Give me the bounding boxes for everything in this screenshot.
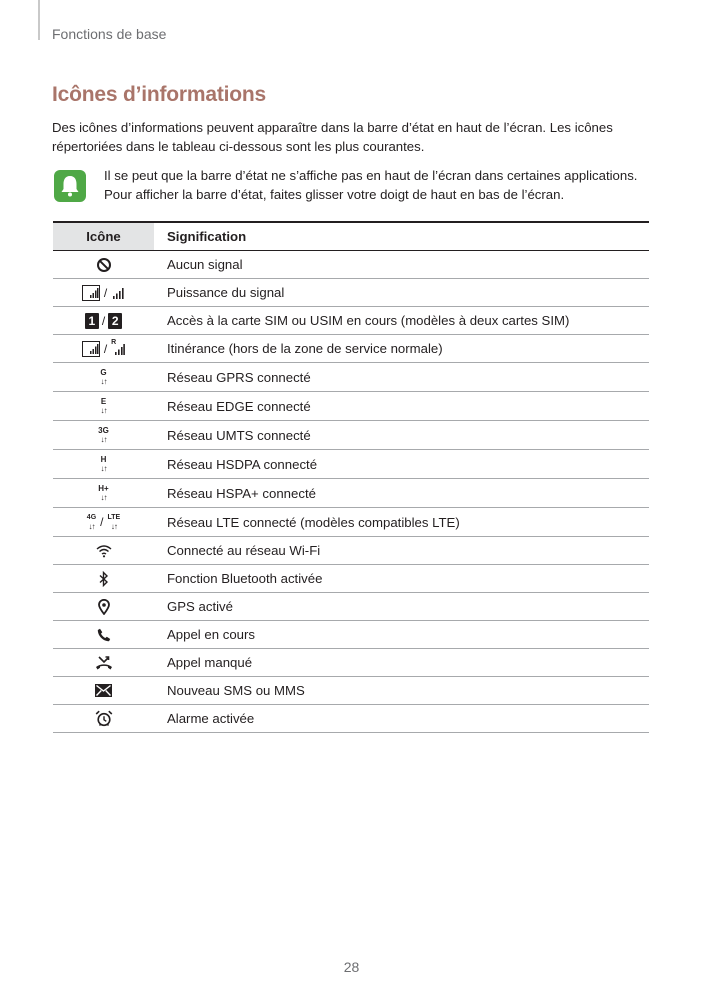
network-letter: 3G [98, 426, 109, 435]
table-row [53, 705, 649, 733]
table-row [53, 593, 649, 621]
icon-separator: / [101, 313, 106, 328]
table-row [53, 279, 649, 307]
table-row [53, 479, 649, 508]
table-row [53, 649, 649, 677]
row-meaning: Réseau LTE connecté (modèles compatibles LTE) [167, 514, 460, 530]
data-arrows-icon: ↓↑ [100, 435, 107, 444]
alarm-icon [53, 705, 154, 732]
data-arrows-icon: ↓↑ [100, 493, 107, 502]
edge-icon [53, 392, 154, 420]
table-row [53, 335, 649, 363]
row-meaning: Aucun signal [167, 257, 243, 272]
table-row [53, 251, 649, 279]
chapter-title: Fonctions de base [52, 26, 167, 42]
roaming-signal-icon [111, 338, 125, 357]
page-edge-rule [38, 0, 40, 40]
network-letter: G [100, 368, 107, 377]
row-meaning: Appel manqué [167, 655, 253, 670]
gprs-icon [53, 363, 154, 391]
icon-separator: / [103, 285, 108, 300]
intro-paragraph: Des icônes d’informations peuvent apparaître dans la barre d’état en haut de l’écran. Les icônes répertoriées dans le tableau ci-dessous sont les plus courantes. [52, 120, 613, 154]
network-letter: E [100, 397, 107, 406]
table-row [53, 363, 649, 392]
bluetooth-icon [53, 565, 154, 592]
roaming-icon [53, 335, 154, 362]
icon-separator: / [100, 515, 104, 529]
row-meaning: Nouveau SMS ou MMS [167, 683, 305, 698]
sim-card-icon [53, 307, 154, 334]
row-meaning: Itinérance (hors de la zone de service normale) [167, 341, 443, 356]
data-arrows-icon: ↓↑ [100, 406, 107, 415]
note-paragraph: Il se peut que la barre d’état ne s’affiche pas en haut de l’écran dans certaines applications. Pour afficher la barre d’état, faites glisser votre doigt de haut en bas de l’écran. [104, 168, 638, 202]
row-meaning: Accès à la carte SIM ou USIM en cours (modèles à deux cartes SIM) [167, 313, 570, 328]
row-meaning: Alarme activée [167, 711, 255, 726]
call-icon [53, 621, 154, 648]
hspa-plus-icon [53, 479, 154, 507]
row-meaning: GPS activé [167, 599, 233, 614]
lte-icon [53, 508, 154, 536]
table-row [53, 537, 649, 565]
header-meaning-column: Signification [167, 229, 247, 244]
hsdpa-icon [53, 450, 154, 478]
roaming-label: R [111, 338, 117, 346]
note-bell-icon [54, 170, 86, 202]
network-letter: H+ [98, 484, 109, 493]
table-row [53, 677, 649, 705]
table-row [53, 307, 649, 335]
sim-2-icon: 2 [108, 313, 122, 329]
row-meaning: Fonction Bluetooth activée [167, 571, 323, 586]
wifi-icon [53, 537, 154, 564]
table-row [53, 450, 649, 479]
missed-call-icon [53, 649, 154, 676]
table-row [53, 421, 649, 450]
table-row [53, 392, 649, 421]
row-meaning: Réseau UMTS connecté [167, 427, 311, 443]
data-arrows-icon: ↓↑ [88, 522, 95, 531]
table-row [53, 621, 649, 649]
sim-1-icon: 1 [85, 313, 99, 329]
signal-strength-icon [53, 279, 154, 306]
row-meaning: Réseau HSPA+ connecté [167, 485, 316, 501]
network-letter: 4G [86, 514, 97, 521]
row-meaning: Réseau HSDPA connecté [167, 456, 318, 472]
data-arrows-icon: ↓↑ [100, 377, 107, 386]
table-header [53, 221, 649, 251]
umts-icon [53, 421, 154, 449]
message-icon [53, 677, 154, 704]
data-arrows-icon: ↓↑ [100, 464, 107, 473]
row-meaning: Puissance du signal [167, 285, 285, 300]
row-meaning: Connecté au réseau Wi-Fi [167, 543, 321, 558]
header-icon-column: Icône [53, 223, 154, 250]
gps-icon [53, 593, 154, 620]
icon-table [53, 221, 649, 733]
table-row [53, 508, 649, 537]
row-meaning: Réseau GPRS connecté [167, 369, 311, 385]
network-letter: LTE [107, 514, 121, 521]
row-meaning: Appel en cours [167, 627, 255, 642]
row-meaning: Réseau EDGE connecté [167, 398, 311, 414]
icon-separator: / [103, 341, 108, 356]
no-signal-icon [53, 251, 154, 278]
data-arrows-icon: ↓↑ [110, 522, 117, 531]
network-letter: H [100, 455, 107, 464]
table-row [53, 565, 649, 593]
page-number: 28 [343, 959, 360, 975]
section-title: Icônes d’informations [52, 83, 266, 106]
